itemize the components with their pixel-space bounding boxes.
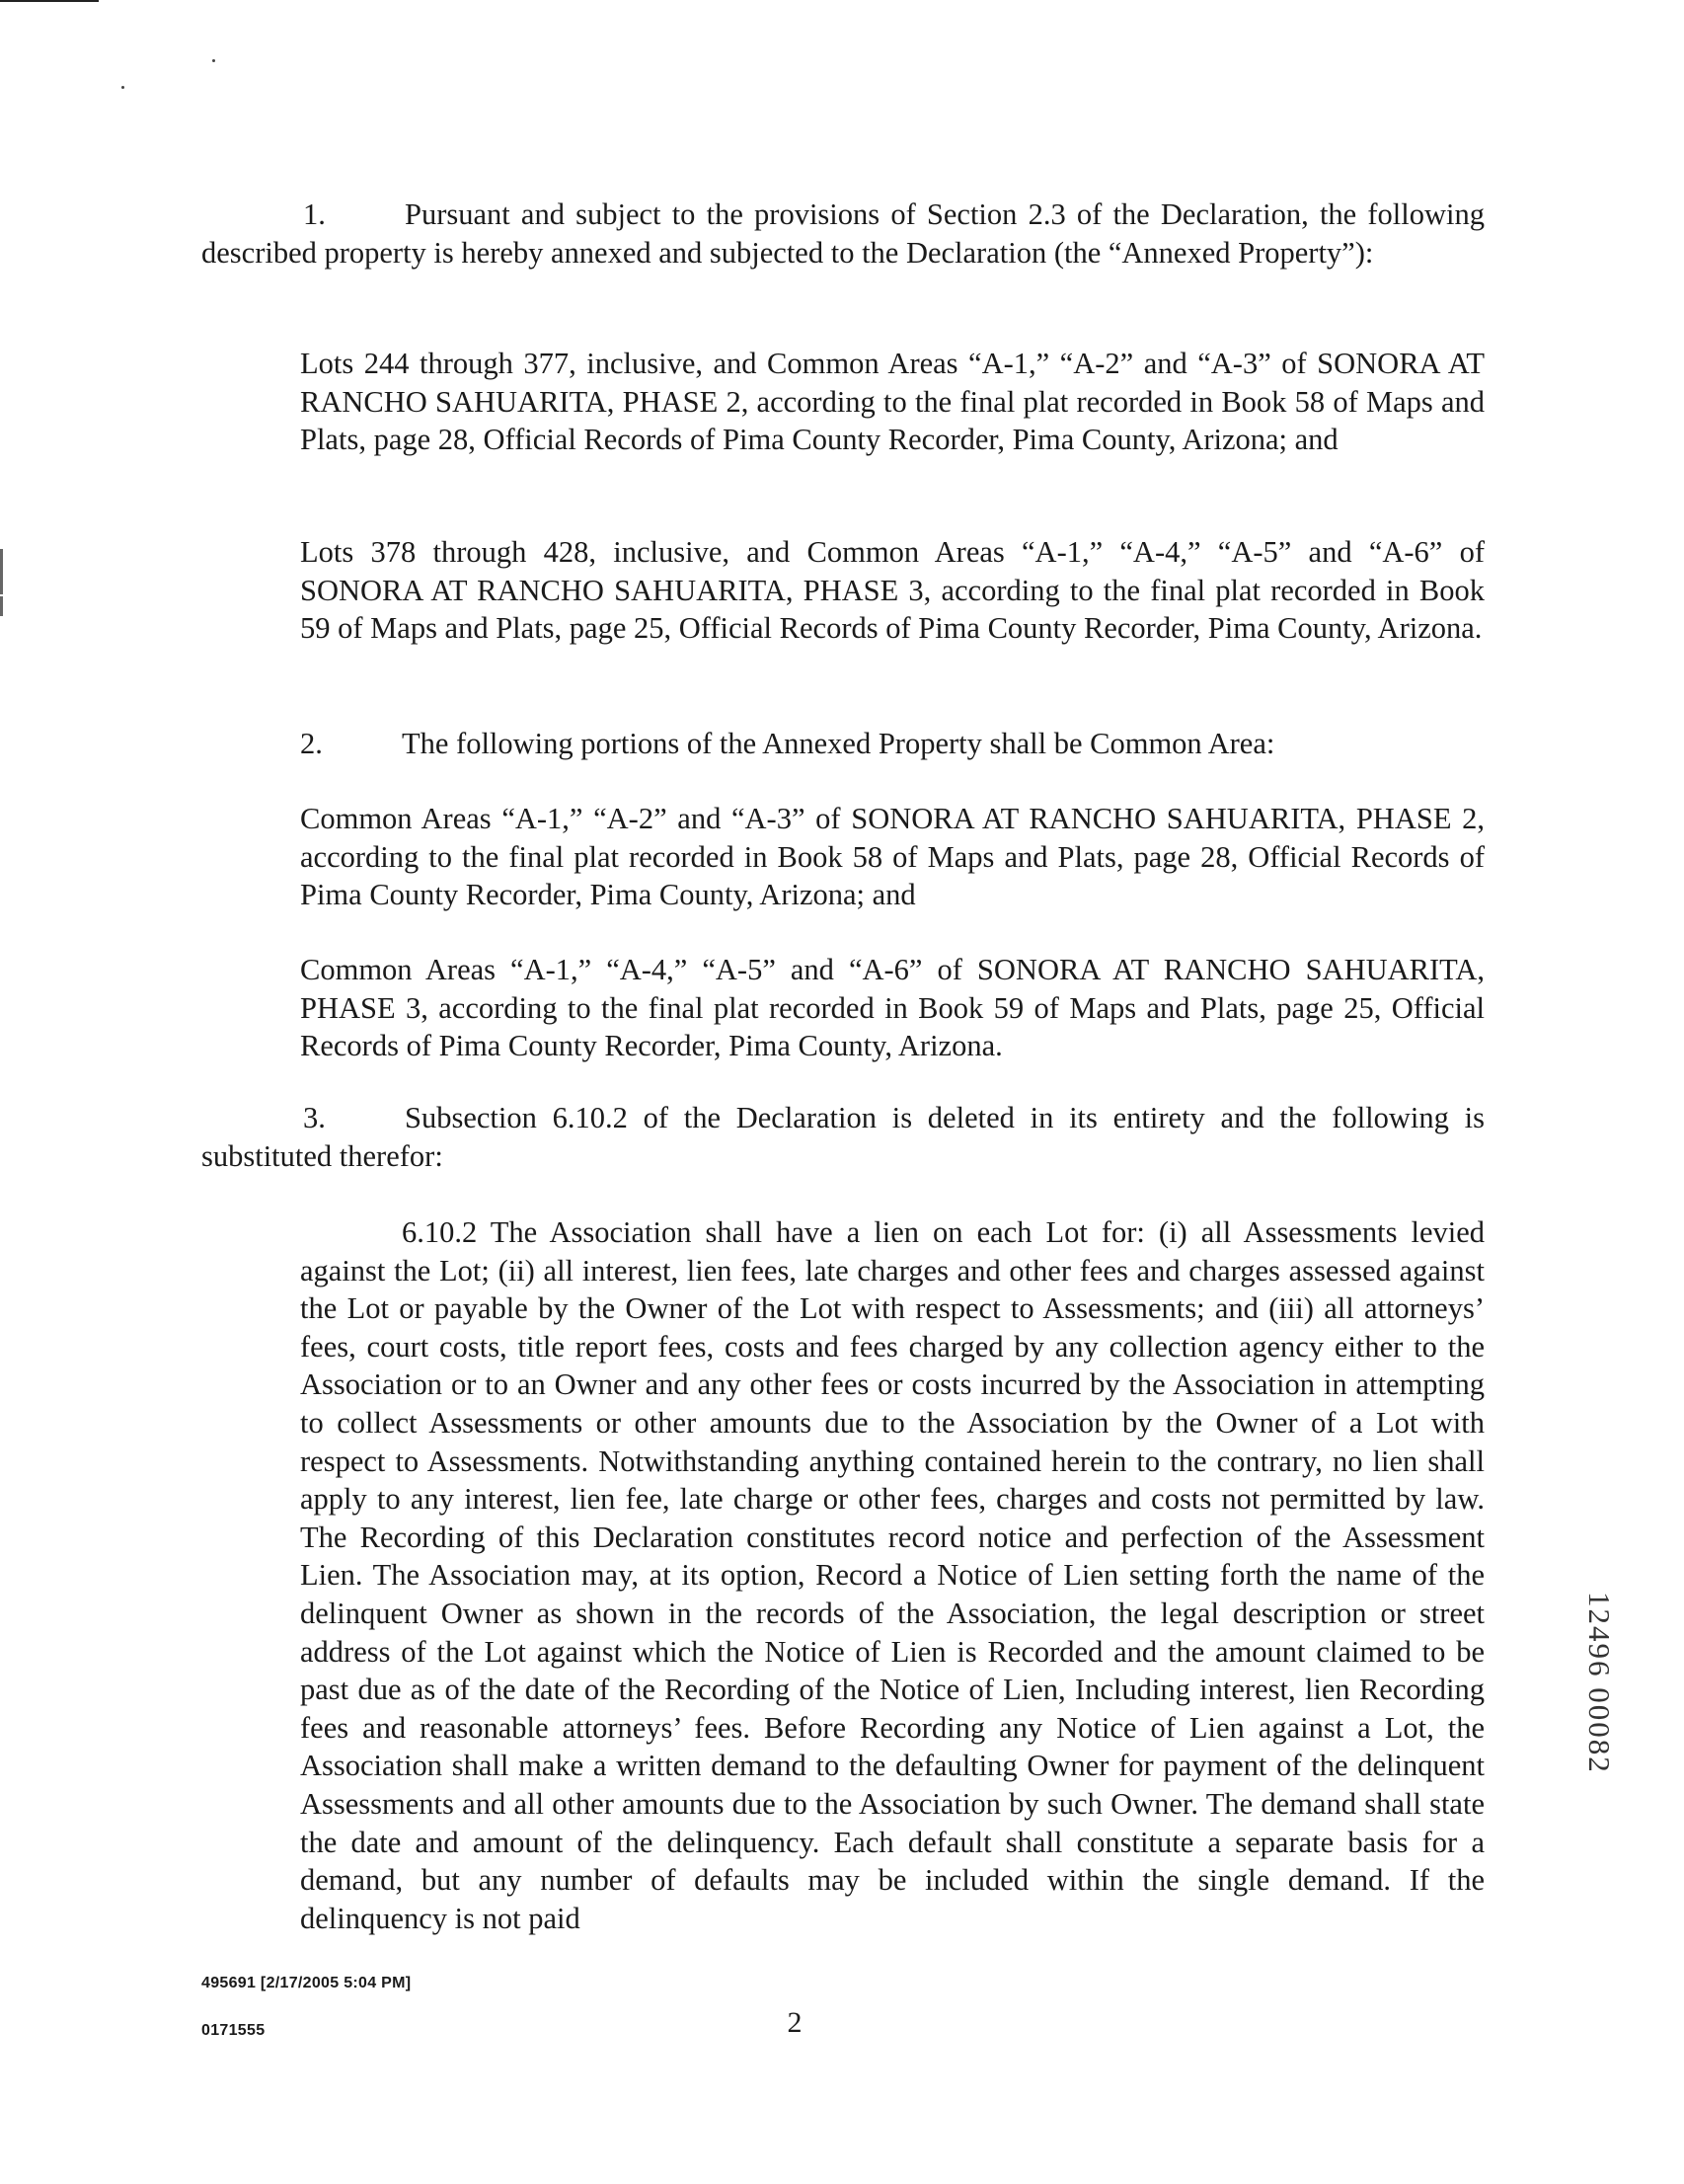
scan-corner-mark — [0, 0, 99, 2]
paragraph-text: Common Areas “A-1,” “A-2” and “A-3” of SONORA AT RANCHO SAHUARITA, PHASE 2, according to the final plat recorded in Book 58 of Maps and Plats, page 28, Official Records of Pima County Recorder, Pima County, Arizona; and — [300, 802, 1485, 912]
paragraph-text: Subsection 6.10.2 of the Declaration is deleted in its entirety and the following is substituted therefor: — [201, 1101, 1485, 1173]
recording-stamp-text: 12496 00082 — [1582, 1592, 1617, 1774]
scan-edge-mark — [0, 549, 3, 594]
paragraph-text: Lots 378 through 428, inclusive, and Common Areas “A-1,” “A-4,” “A-5” and “A-6” of SONORA AT RANCHO SAHUARITA, PHASE 3, according to the final plat recorded in Book 59 of Maps and Plats, page 25, Official Records of Pima County Recorder, Pima County, Arizona. — [300, 535, 1485, 646]
footer-client-number: 0171555 — [201, 2022, 266, 2039]
annexed-property-phase-3 — [300, 533, 1485, 648]
paragraph-text: 6.10.2 The Association shall have a lien on each Lot for: (i) all Assessments levied against the Lot; (ii) all interest, lien fees, late charges and other fees and charges assessed against the Lot or payable by the Owner of the Lot with respect to Assessments; and (iii) all attorneys’ fees, court costs, title report fees, costs and fees charged by any collection agency either to the Association or to an Owner and any other fees or costs incurred by the Association in attempting to collect Assessments or other amounts due to the Association by the Owner of a Lot with respect to Assessments. Notwithstanding anything contained herein to the contrary, no lien shall apply to any interest, lien fee, late charge or other fees, charges and costs not permitted by law. The Recording of this Declaration constitutes record notice and perfection of the Assessment Lien. The Association may, at its option, Record a Notice of Lien setting forth the name of the delinquent Owner as shown in the records of the Association, the legal description or street address of the Lot against which the Notice of Lien is Recorded and the amount claimed to be past due as of the date of the Recording of the Notice of Lien, Including interest, lien Recording fees and reasonable attorneys’ fees. Before Recording any Notice of Lien against a Lot, the Association shall make a written demand to the defaulting Owner for payment of the delinquent Assessments and all other amounts due to the Association by such Owner. The demand shall state the date and amount of the delinquency. Each default shall constitute a separate basis for a demand, but any number of defaults may be included within the single demand. If the delinquency is not paid — [300, 1215, 1485, 1935]
footer-document-id: 495691 [2/17/2005 5:04 PM] — [201, 1975, 412, 1991]
paragraph-3 — [201, 1099, 1485, 1175]
paragraph-number: 2. — [300, 727, 323, 760]
page-number: 2 — [787, 2006, 803, 2039]
common-area-phase-3 — [300, 951, 1485, 1065]
common-area-phase-2 — [300, 800, 1485, 914]
paragraph-text: Common Areas “A-1,” “A-4,” “A-5” and “A-6” of SONORA AT RANCHO SAHUARITA, PHASE 3, according to the final plat recorded in Book 59 of Maps and Plats, page 25, Official Records of Pima County Recorder, Pima County, Arizona. — [300, 953, 1485, 1063]
paragraph-text: Lots 244 through 377, inclusive, and Common Areas “A-1,” “A-2” and “A-3” of SONORA AT RANCHO SAHUARITA, PHASE 2, according to the final plat recorded in Book 58 of Maps and Plats, page 28, Official Records of Pima County Recorder, Pima County, Arizona; and — [300, 347, 1485, 457]
subsection-6-10-2 — [300, 1213, 1485, 1937]
paragraph-number: 3. — [303, 1101, 326, 1134]
paragraph-text: Pursuant and subject to the provisions of Section 2.3 of the Declaration, the following described property is hereby annexed and subjected to the Declaration (the “Annexed Property”): — [201, 197, 1485, 270]
annexed-property-phase-2 — [300, 345, 1485, 459]
paragraph-number: 1. — [303, 197, 326, 231]
recording-stamp — [1583, 1592, 1617, 1858]
paragraph-text: The following portions of the Annexed Property shall be Common Area: — [402, 727, 1275, 760]
scan-edge-mark — [0, 596, 3, 616]
scan-speck — [212, 59, 215, 62]
paragraph-2 — [300, 725, 1485, 763]
paragraph-1 — [201, 195, 1485, 272]
scan-speck — [121, 86, 124, 89]
